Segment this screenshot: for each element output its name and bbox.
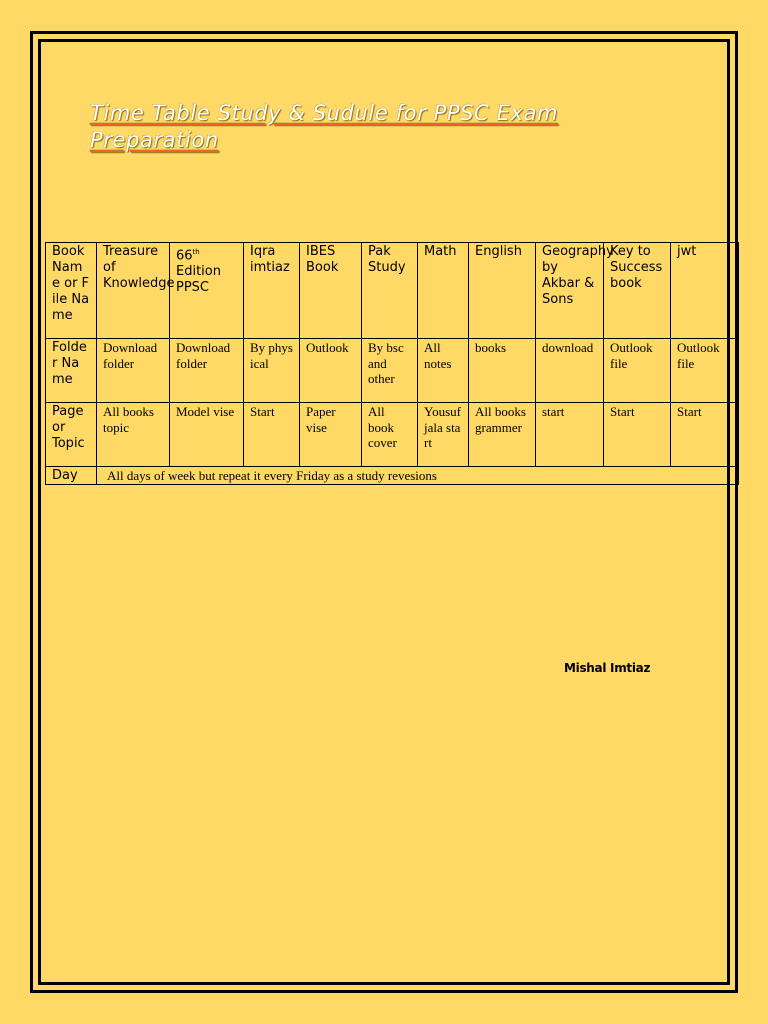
day-cell: All days of week but repeat it every Friday as a study revesions [97,467,739,485]
book-cell: IBES Book [300,243,362,339]
topic-cell: Yousuf jala start [418,403,469,467]
book-cell: English [469,243,536,339]
topic-cell: All books topic [97,403,170,467]
topic-cell: start [536,403,604,467]
topic-cell: Model vise [170,403,244,467]
book-cell: Treasure of Knowledge [97,243,170,339]
author-signature: Mishal Imtiaz [564,661,651,675]
table-row-day [46,467,739,485]
row-label-day: Day [46,467,97,485]
page-border-inner [38,39,730,985]
row-label-book-name: Book Name or File Name [46,243,97,339]
topic-cell: All book cover [362,403,418,467]
folder-cell: Outlook file [671,339,739,403]
folder-cell: Download folder [97,339,170,403]
book-cell: Key to Success book [604,243,671,339]
folder-cell: By physical [244,339,300,403]
topic-cell: Start [244,403,300,467]
table-row-page-topic [46,403,739,467]
topic-cell: Start [604,403,671,467]
folder-cell: Download folder [170,339,244,403]
topic-cell: All books grammer [469,403,536,467]
book-cell: Pak Study [362,243,418,339]
study-timetable [45,242,739,485]
document-title: Time Table Study & Sudule for PPSC Exam Preparation [90,101,558,152]
folder-cell: All notes [418,339,469,403]
folder-cell: books [469,339,536,403]
book-cell: jwt [671,243,739,339]
book-cell: 66th Edition PPSC [170,243,244,339]
folder-cell: Outlook [300,339,362,403]
book-cell: Iqra imtiaz [244,243,300,339]
table-row-folder-name [46,339,739,403]
row-label-folder-name: Folder Name [46,339,97,403]
book-cell: Math [418,243,469,339]
folder-cell: Outlook file [604,339,671,403]
folder-cell: download [536,339,604,403]
row-label-page-topic: Page or Topic [46,403,97,467]
topic-cell: Paper vise [300,403,362,467]
table-row-book-name [46,243,739,339]
folder-cell: By bsc and other [362,339,418,403]
topic-cell: Start [671,403,739,467]
book-cell: Geography by Akbar & Sons [536,243,604,339]
